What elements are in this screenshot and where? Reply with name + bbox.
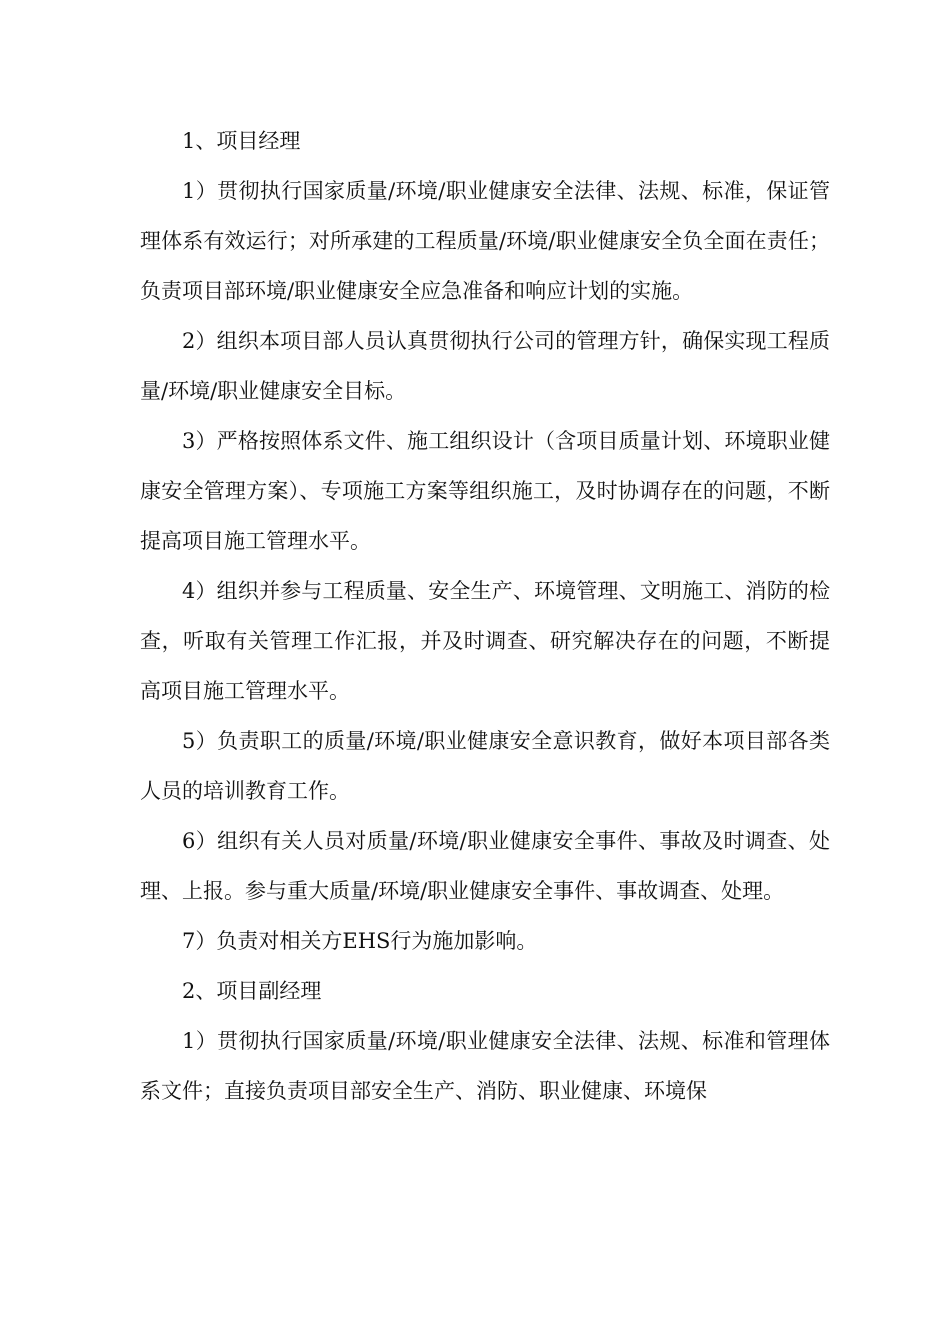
deputy-duty-item-1: 1）贯彻执行国家质量/环境/职业健康安全法律、法规、标准和管理体系文件；直接负责项目部安全生产、消防、职业健康、环境保 bbox=[140, 1029, 830, 1103]
duty-item-2: 2）组织本项目部人员认真贯彻执行公司的管理方针，确保实现工程质量/环境/职业健康安全目标。 bbox=[140, 329, 830, 403]
duty-item-7: 7）负责对相关方EHS行为施加影响。 bbox=[182, 929, 538, 953]
section-heading-deputy-manager: 2、项目副经理 bbox=[182, 979, 322, 1003]
duty-item-4: 4）组织并参与工程质量、安全生产、环境管理、文明施工、消防的检查，听取有关管理工作汇报，并及时调查、研究解决存在的问题，不断提高项目施工管理水平。 bbox=[140, 579, 830, 703]
section-heading-project-manager: 1、项目经理 bbox=[182, 129, 301, 153]
document-body bbox=[140, 116, 830, 1116]
duty-item-5: 5）负责职工的质量/环境/职业健康安全意识教育，做好本项目部各类人员的培训教育工作。 bbox=[140, 729, 830, 803]
duty-item-1: 1）贯彻执行国家质量/环境/职业健康安全法律、法规、标准，保证管理体系有效运行；对所承建的工程质量/环境/职业健康安全负全面在责任；负责项目部环境/职业健康安全应急准备和响应计划的实施。 bbox=[140, 179, 830, 303]
duty-item-3: 3）严格按照体系文件、施工组织设计（含项目质量计划、环境职业健康安全管理方案）、专项施工方案等组织施工，及时协调存在的问题，不断提高项目施工管理水平。 bbox=[140, 429, 830, 553]
duty-item-6: 6）组织有关人员对质量/环境/职业健康安全事件、事故及时调查、处理、上报。参与重大质量/环境/职业健康安全事件、事故调查、处理。 bbox=[140, 829, 830, 903]
